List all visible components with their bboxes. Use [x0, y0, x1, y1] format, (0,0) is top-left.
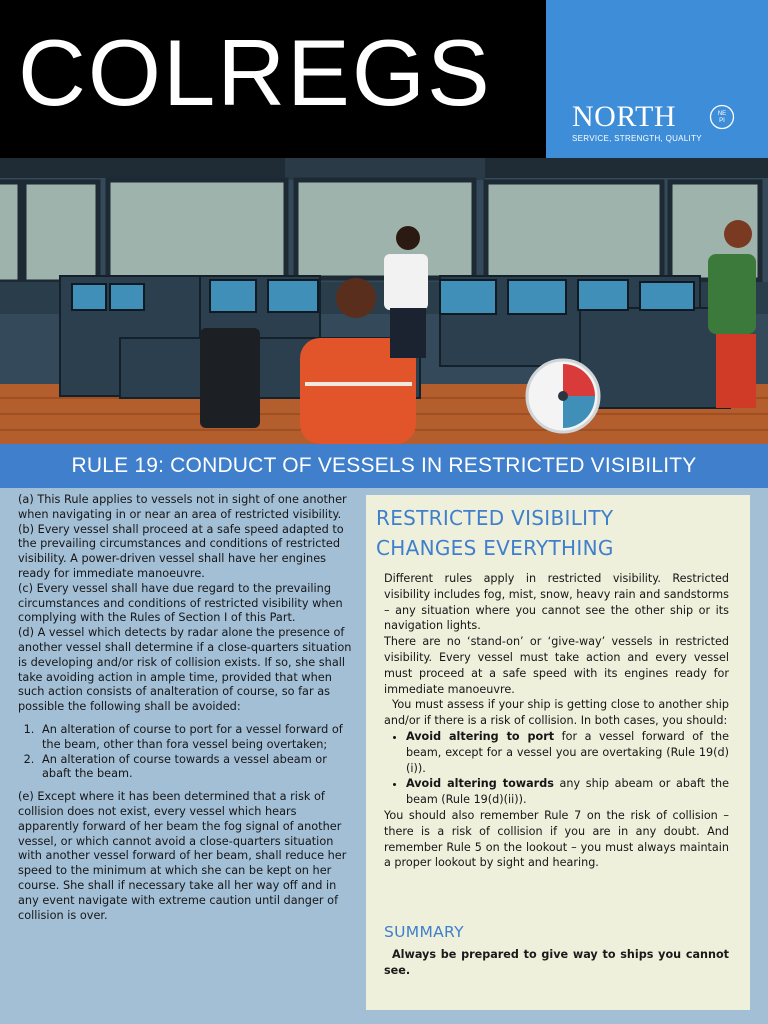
rule-paragraph-b: (b) Every vessel shall proceed at a safe speed adapted to the prevailing circumstances and conditions of restricted visibility. A power-driven vessel shall have her engines ready for immediate manoeuvre. — [18, 522, 344, 580]
panel-heading — [376, 503, 746, 563]
panel-bullet-bold: Avoid altering to port — [406, 729, 555, 743]
panel-paragraph-1: Different rules apply in restricted visibility. Restricted visibility includes fog, mist, snow, heavy rain and sandstorms – any situation where you cannot see the other ship or its navigation lights. — [384, 572, 729, 633]
document-title: COLREGS — [18, 20, 492, 125]
ship-bridge-illustration — [0, 158, 768, 444]
panel-paragraph-2: There are no ‘stand-on’ or ‘give-way’ vessels in restricted visibility. Every vessel must take action and every vessel must proceed at a safe speed with its engines ready for immediate manoeuvre. — [384, 635, 729, 696]
panel-bullet — [406, 776, 729, 808]
panel-bullet — [406, 729, 729, 776]
panel-bullet-text: any ship abeam or abaft the beam (Rule 19(d)(ii)). — [406, 777, 729, 807]
guidance-panel — [366, 495, 750, 1010]
rule-d-item: 2. An alteration of course towards a vessel abeam or abaft the beam. — [38, 753, 352, 783]
summary-heading: SUMMARY — [384, 923, 464, 941]
brand-name: NORTH — [572, 100, 677, 133]
panel-paragraph-3: You must assess if your ship is getting close to another ship and/or if there is a risk of collision. In both cases, you should: — [384, 698, 729, 728]
rule-d-item: 1. An alteration of course to port for a vessel forward of the beam, other than fora vessel being overtaken; — [38, 723, 352, 753]
panel-paragraph-4: You should also remember Rule 7 on the risk of collision – there is a risk of collision if you are in any doubt. And remember Rule 5 on the lookout – you must always maintain a proper lookout by sight and hearing. — [384, 808, 729, 870]
brand-tagline: SERVICE, STRENGTH, QUALITY — [572, 134, 702, 143]
rule-title-band — [0, 444, 768, 488]
rule-d-list — [38, 723, 352, 782]
panel-bullet-bold: Avoid altering towards — [406, 777, 554, 791]
rule-paragraph-e: (e) Except where it has been determined that a risk of collision does not exist, every vessel which hears apparently forward of her beam the fog signal of another vessel, or which cannot avoid a close-quarters situation with another vessel forward of her beam, shall reduce her speed to the minimum at which she can be kept on her course. She shall if necessary take all her way off and in any event navigate with extreme caution until danger of collision is over. — [18, 790, 347, 922]
svg-text:PI: PI — [719, 118, 725, 124]
rule-paragraph-d: (d) A vessel which detects by radar alone the presence of another vessel shall determine if a close-quarters situation is developing and/or risk of collision exists. If so, she shall take avoiding action in ample time, provided that when such action consists of analteration of course, so far as possible the following shall be avoided: — [18, 626, 352, 714]
panel-bullet-text: for a vessel forward of the beam, except for a vessel you are overtaking (Rule 19(d)(i)). — [406, 729, 729, 775]
panel-bullet-list — [406, 729, 729, 808]
header-bar — [0, 0, 768, 158]
bridge-scene-svg — [0, 158, 768, 444]
rule-paragraph-a: (a) This Rule applies to vessels not in sight of one another when navigating in or near an area of restricted visibility. — [18, 493, 347, 521]
rule-paragraph-c: (c) Every vessel shall have due regard to the prevailing circumstances and conditions of restricted visibility when complying with the Rules of Section I of this Part. — [18, 581, 343, 625]
summary-text: Always be prepared to give way to ships you cannot see. — [384, 948, 729, 977]
panel-heading-line2: CHANGES EVERYTHING — [376, 536, 614, 560]
svg-text:NE: NE — [717, 111, 727, 117]
rule-text-column — [18, 493, 352, 923]
brand-block — [546, 0, 768, 158]
panel-body — [384, 571, 729, 871]
rule-title: RULE 19: CONDUCT OF VESSELS IN RESTRICTED VISIBILITY — [71, 454, 697, 477]
north-logo-icon — [709, 104, 735, 130]
panel-heading-line1: RESTRICTED VISIBILITY — [376, 506, 614, 530]
